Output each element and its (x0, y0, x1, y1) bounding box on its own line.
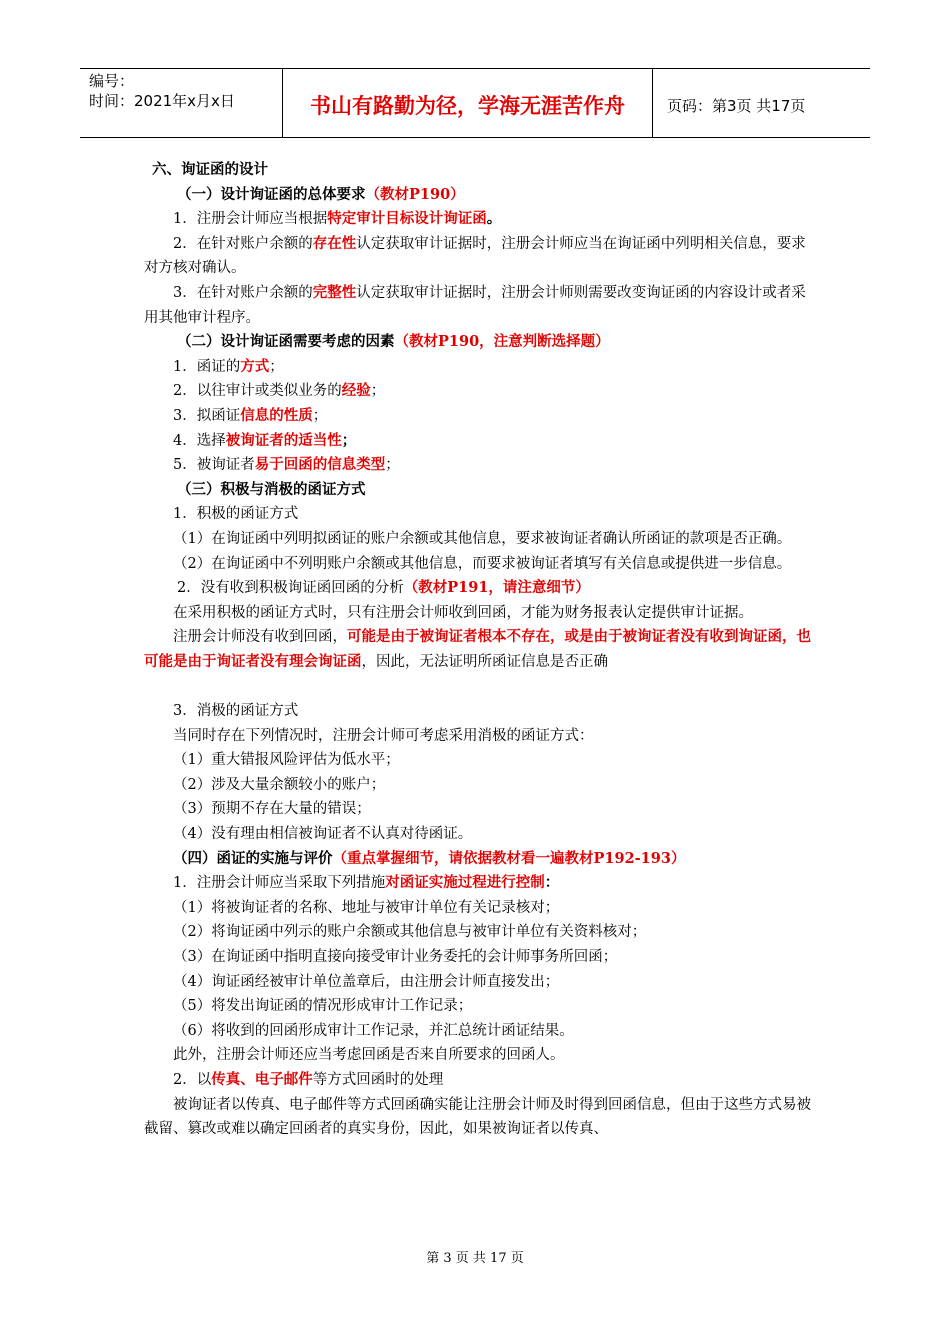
header-meta (80, 69, 283, 137)
paragraph: 1．注册会计师应当采取下列措施对函证实施过程进行控制： (173, 874, 560, 892)
document-number-label: 编号： (89, 72, 135, 90)
list-item: （6）将收到的回函形成审计工作记录，并汇总统计函证结果。 (173, 1022, 574, 1039)
paragraph: 2．没有收到积极询证函回函的分析（教材P191，请注意细节） (177, 579, 590, 597)
list-item: （2）将询证函中列示的账户余额或其他信息与被审计单位有关资料核对； (173, 924, 647, 941)
subsection-1-title-text: （一）设计询证函的总体要求 (177, 185, 366, 203)
subsection-1-title (144, 183, 812, 208)
spacer (144, 674, 812, 699)
list-item: 5．被询证者易于回函的信息类型； (173, 456, 400, 474)
page-header (80, 68, 870, 138)
list-item: 4．选择被询证者的适当性； (173, 431, 357, 449)
list-item: （4）没有理由相信被询证者不认真对待函证。 (173, 826, 473, 843)
paragraph: 1．积极的函证方式 (173, 506, 299, 523)
list-item: （3）预期不存在大量的错误； (173, 801, 371, 818)
subsection-3-title: （三）积极与消极的函证方式 (177, 480, 366, 498)
paragraph: 3．消极的函证方式 (173, 703, 299, 720)
header-motto: 书山有路勤为径，学海无涯苦作舟 (283, 69, 653, 137)
list-item: （3）在询证函中指明直接向接受审计业务委托的会计师事务所回函； (173, 949, 618, 965)
list-item: 3．拟函证信息的性质； (173, 406, 328, 424)
list-item: （1）将被询证者的名称、地址与被审计单位有关记录核对； (173, 899, 560, 916)
list-item: 1．函证的方式； (173, 357, 284, 375)
list-item: （4）询证函经被审计单位盖章后，由注册会计师直接发出； (173, 973, 560, 990)
paragraph: 2．以传真、电子邮件等方式回函时的处理 (173, 1070, 444, 1088)
subsection-2-title: （二）设计询证函需要考虑的因素（教材P190，注意判断选择题） (177, 333, 610, 351)
paragraph: （2）在询证函中不列明账户余额或其他信息，而要求被询证者填写有关信息或提供进一步信息。 (173, 555, 792, 572)
paragraph: 注册会计师没有收到回函，可能是由于被询证者根本不存在，或是由于被询证者没有收到询证函，也可能是由于询证者没有理会询证函，因此，无法证明所函证信息是否正确 (144, 628, 811, 670)
paragraph: 3．在针对账户余额的完整性认定获取审计证据时，注册会计师则需要改变询证函的内容设计或者采用其他审计程序。 (144, 283, 806, 326)
section-6-title: 六、询证函的设计 (152, 161, 268, 178)
document-date-label: 时间：2021年x月x日 (89, 92, 235, 110)
page-footer: 第 3 页 共 17 页 (426, 1251, 524, 1266)
list-item: （1）重大错报风险评估为低水平； (173, 752, 400, 769)
subsection-4-title: （四）函证的实施与评价（重点掌握细节，请依据教材看一遍教材P192-193） (173, 849, 686, 867)
paragraph: 此外，注册会计师还应当考虑回函是否来自所要求的回函人。 (173, 1047, 565, 1064)
header-page-label: 页码：第3页 共17页 (667, 96, 806, 115)
paragraph: 当同时存在下列情况时，注册会计师可考虑采用消极的函证方式： (173, 727, 594, 744)
document-body (144, 158, 812, 1142)
list-item: （5）将发出询证函的情况形成审计工作记录； (173, 998, 473, 1015)
paragraph: 被询证者以传真、电子邮件等方式回函确实能让注册会计师及时得到回函信息，但由于这些方式易被截留、篡改或难以确定回函者的真实身份，因此，如果被询证者以传真、 (144, 1096, 811, 1138)
paragraph: 2．在针对账户余额的存在性认定获取审计证据时，注册会计师应当在询证函中列明相关信息，要求对方核对确认。 (144, 234, 806, 277)
subsection-1-ref: （教材P190） (365, 185, 465, 203)
list-item: 2．以往审计或类似业务的经验； (173, 382, 386, 400)
paragraph: （1）在询证函中列明拟函证的账户余额或其他信息，要求被询证者确认所函证的款项是否正确。 (173, 530, 792, 547)
paragraph: 在采用积极的函证方式时，只有注册会计师收到回函，才能为财务报表认定提供审计证据。 (173, 604, 753, 621)
list-item: （2）涉及大量余额较小的账户； (173, 776, 386, 793)
paragraph: 1．注册会计师应当根据特定审计目标设计询证函。 (173, 210, 502, 228)
